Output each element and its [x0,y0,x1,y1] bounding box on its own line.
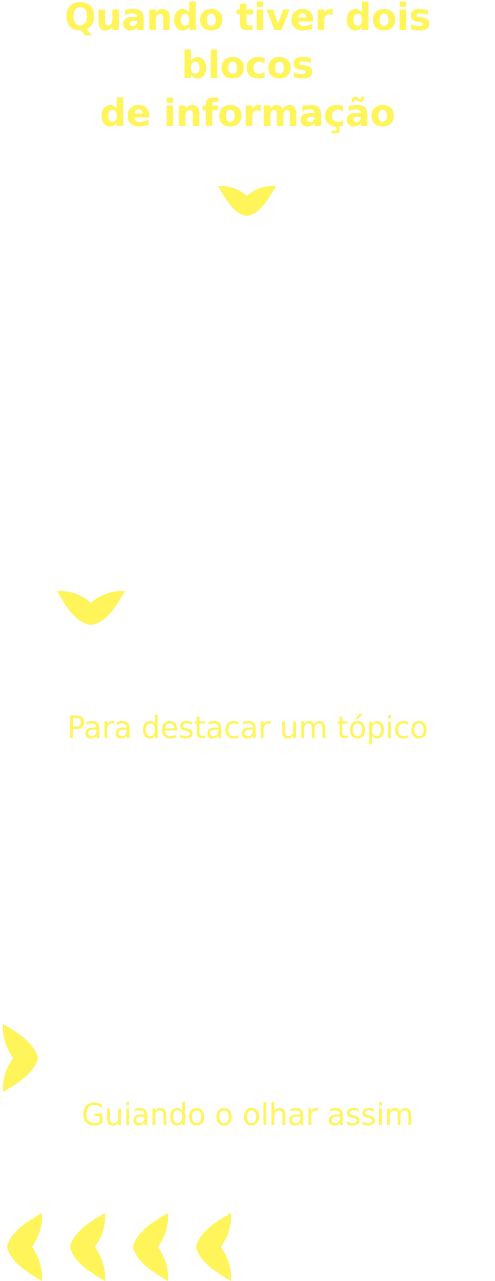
heading-line-1: Quando tiver dois blocos [64,0,431,87]
section-title-topic: Para destacar um tópico [67,711,428,746]
chevron-left-icon [69,1213,107,1281]
chevron-left-icon [195,1213,233,1281]
page-heading [0,0,495,138]
chevron-right-icon [1,1024,39,1092]
chevron-left-icon [6,1213,44,1281]
section-title-guide: Guiando o olhar assim [81,1098,414,1133]
heading-line-2: de informação [99,92,396,135]
chevron-left-icon [132,1213,170,1281]
chevron-down-icon [218,184,276,217]
chevron-down-icon [57,589,125,626]
